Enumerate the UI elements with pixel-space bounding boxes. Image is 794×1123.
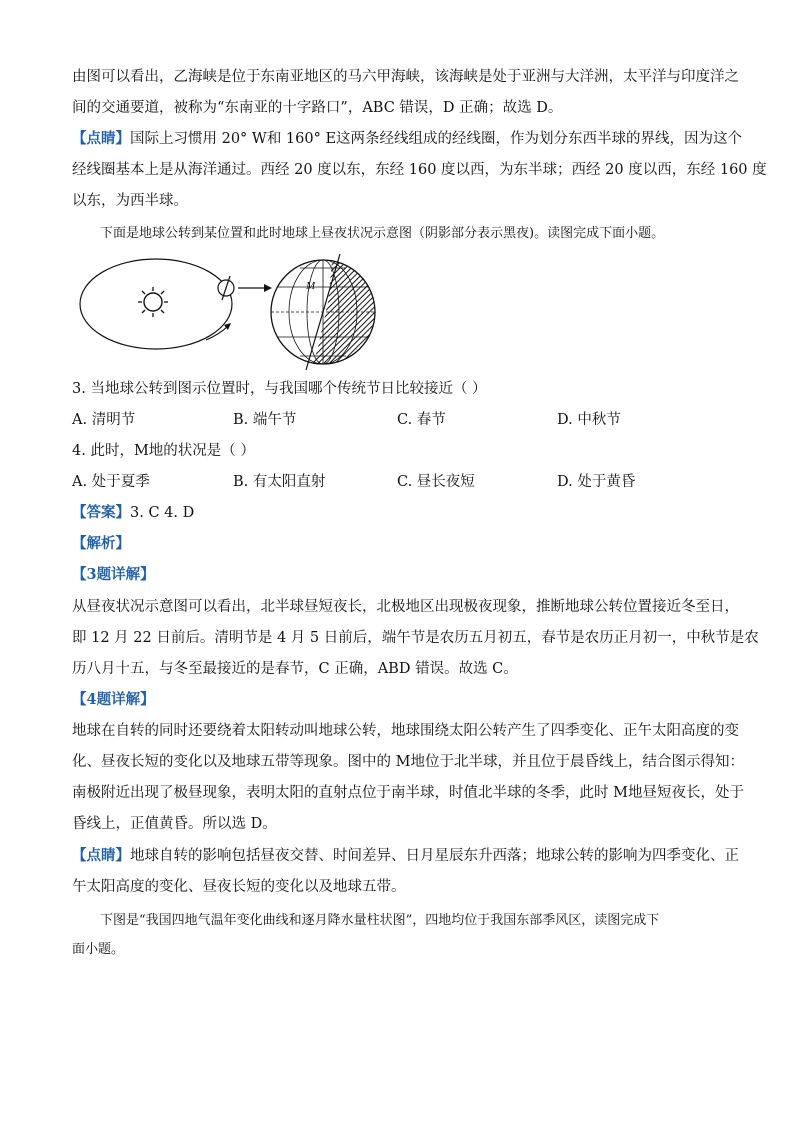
revolution-direction-arrow-icon	[206, 323, 231, 340]
detail-line: 化、昼夜长短的变化以及地球五带等现象。图中的 M地位于北半球，并且位于晨昏线上，结合图示得知：	[72, 754, 744, 770]
question-intro: 下面是地球公转到某位置和此时地球上昼夜状况示意图（阴影部分表示黑夜)。读图完成下面小题。	[100, 226, 665, 241]
detail-line: 地球在自转的同时还要绕着太阳转动叫地球公转，地球围绕太阳公转产生了四季变化、正午太阳高度的变	[72, 723, 739, 739]
question-3-stem: 3. 当地球公转到图示位置时，与我国哪个传统节日比较接近（ ）	[72, 381, 487, 397]
option-a[interactable]: A. 处于夏季	[72, 474, 150, 490]
sun-icon	[138, 287, 168, 317]
detail-line: 昏线上，正值黄昏。所以选 D。	[72, 816, 277, 832]
detail-line: 南极附近出现了极昼现象，表明太阳的直射点位于南半球，时值北半球的冬季，此时 M地昼短夜长，处于	[72, 785, 744, 801]
question-3-options	[72, 410, 722, 430]
note-line: 经线圈基本上是从海洋通过。西经 20 度以东，东经 160 度以西，为东半球；西经 20 度以西，东经 160 度	[72, 162, 767, 178]
option-b[interactable]: B. 端午节	[233, 412, 297, 428]
answer-line	[72, 503, 194, 523]
question-4-stem: 4. 此时，M地的状况是（ ）	[72, 443, 255, 459]
option-a[interactable]: A. 清明节	[72, 412, 136, 428]
analysis-label: 【解析】	[72, 535, 130, 552]
option-d[interactable]: D. 中秋节	[557, 412, 621, 428]
option-c[interactable]: C. 春节	[397, 412, 446, 428]
note-text: 国际上习惯用 20° W和 160° E这两条经线组成的经线圈，作为划分东西半球的界线，因为这个	[130, 131, 743, 147]
arrow-icon	[238, 284, 272, 292]
question-4-options	[72, 472, 722, 492]
note-line: 午太阳高度的变化、昼夜长短的变化以及地球五带。	[72, 879, 406, 895]
detail-line: 历八月十五，与冬至最接近的是春节，C 正确，ABD 错误。故选 C。	[72, 661, 518, 677]
option-c[interactable]: C. 昼长夜短	[397, 474, 475, 490]
question-intro: 下图是“我国四地气温年变化曲线和逐月降水量柱状图”，四地均位于我国东部季风区，读图完成下	[100, 913, 660, 928]
orbit-ellipse	[80, 259, 232, 349]
detail-4-label: 【4题详解】	[72, 691, 155, 708]
earth-revolution-figure	[78, 252, 378, 374]
globe-icon	[271, 252, 378, 374]
note-line	[72, 846, 739, 866]
note-text: 地球自转的影响包括昼夜交替、时间差异、日月星辰东升西落；地球公转的影响为四季变化、正	[130, 848, 739, 864]
detail-3-label: 【3题详解】	[72, 566, 155, 583]
detail-line: 即 12 月 22 日前后。清明节是 4 月 5 日前后，端午节是农历五月初五，春节是农历正月初一，中秋节是农	[72, 630, 759, 646]
label-m: M	[306, 280, 316, 292]
question-intro: 面小题。	[72, 942, 125, 957]
para-line: 间的交通要道，被称为“东南亚的十字路口”，ABC 错误，D 正确；故选 D。	[72, 100, 563, 116]
detail-line: 从昼夜状况示意图可以看出，北半球昼短夜长，北极地区出现极夜现象，推断地球公转位置接近冬至日，	[72, 599, 739, 615]
note-label: 【点睛】	[72, 847, 130, 864]
answer-text: 3. C 4. D	[130, 505, 195, 521]
note-line	[72, 129, 742, 149]
option-d[interactable]: D. 处于黄昏	[557, 474, 636, 490]
note-label: 【点睛】	[72, 130, 130, 147]
option-b[interactable]: B. 有太阳直射	[233, 474, 326, 490]
note-line: 以东，为西半球。	[72, 193, 188, 209]
answer-label: 【答案】	[72, 504, 130, 521]
para-line: 由图可以看出，乙海峡是位于东南亚地区的马六甲海峡，该海峡是处于亚洲与大洋洲，太平洋与印度洋之	[72, 69, 739, 85]
